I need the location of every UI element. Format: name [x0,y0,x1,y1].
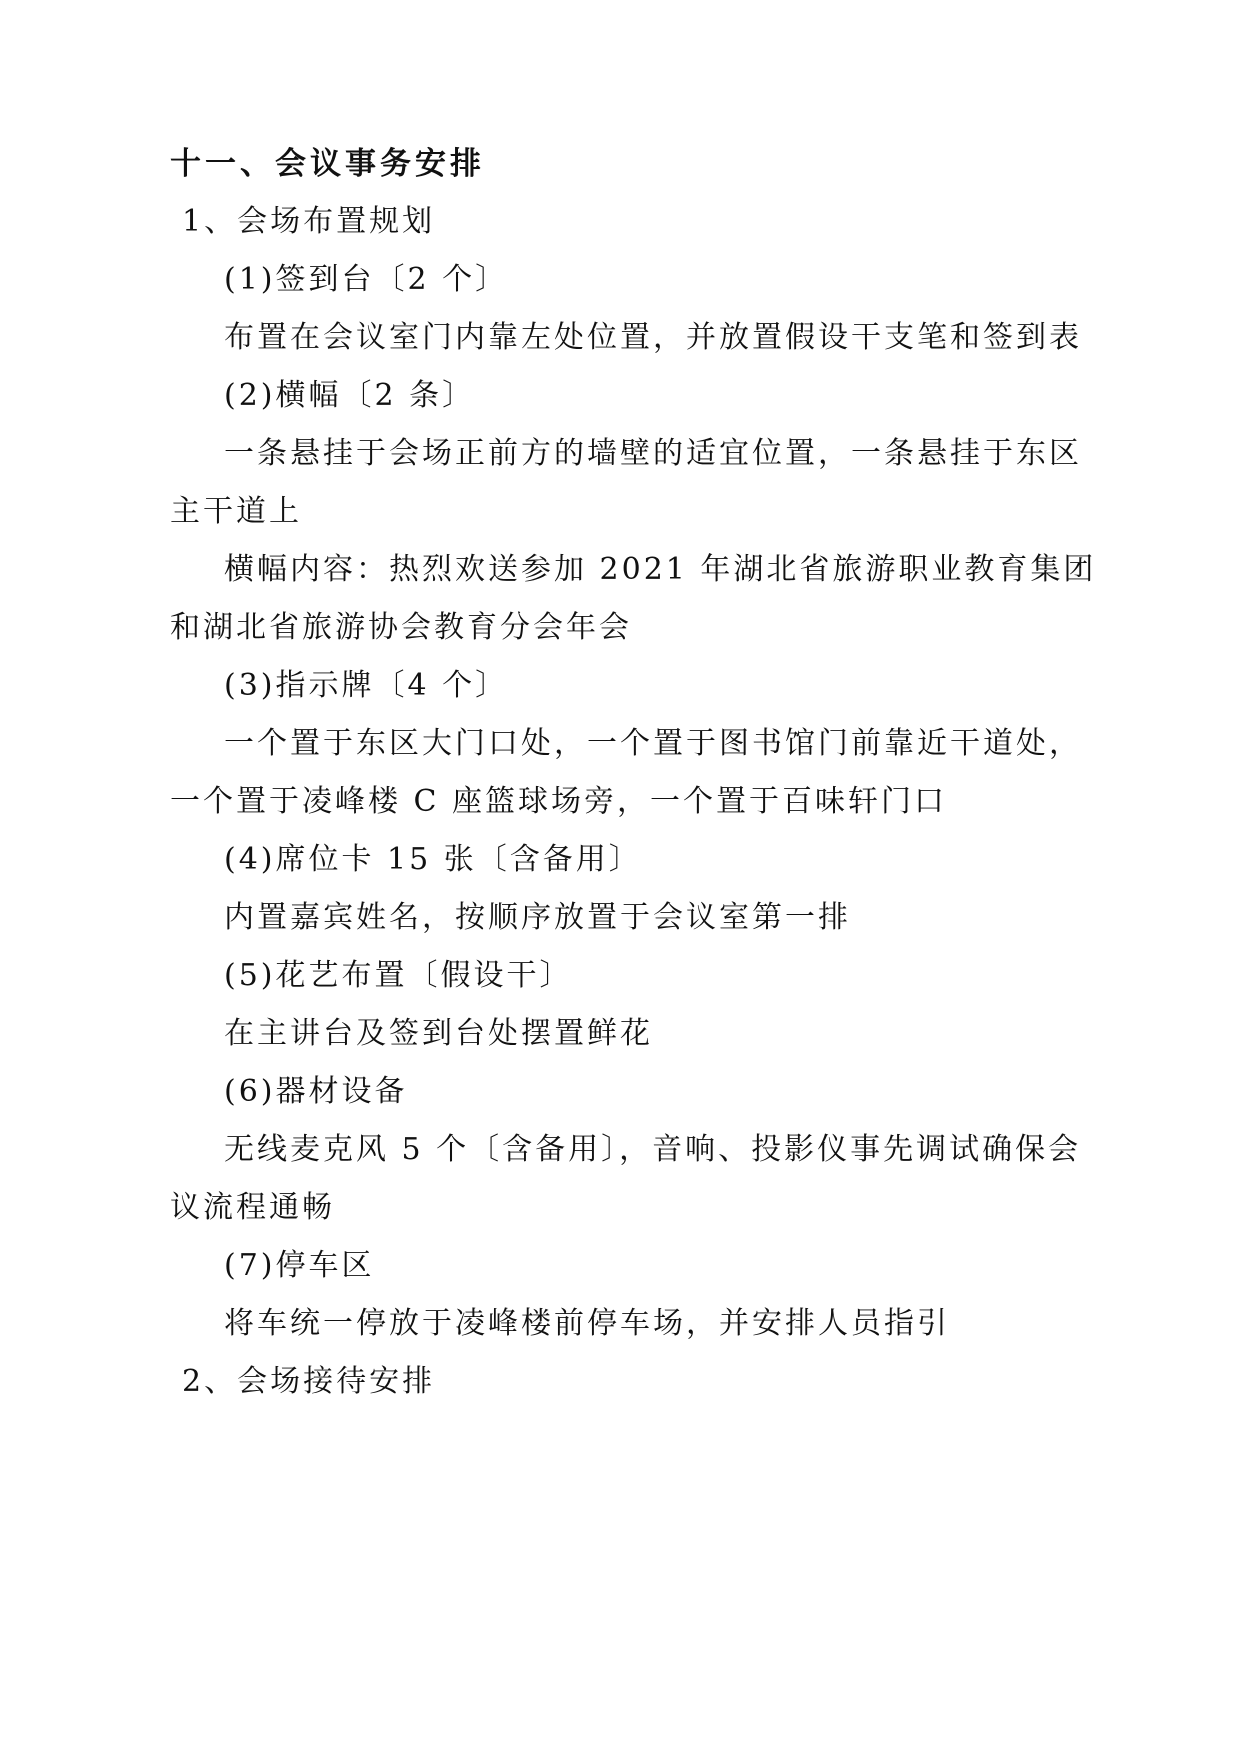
item-title: (2)横幅〔2 条〕 [224,378,476,413]
paragraph-text: 将车统一停放于凌峰楼前停车场，并安排人员指引 [224,1306,950,1341]
subsection-title: 1、会场布置规划 [182,204,436,239]
item-title: (5)花艺布置〔假设干〕 [224,958,573,993]
section-heading: 十一、会议事务安排 [170,146,485,182]
item-title: (6)器材设备 [224,1074,408,1109]
paragraph-text: 无线麦克风 5 个〔含备用〕，音响、投影仪事先调试确保会 [224,1132,1082,1167]
paragraph-text: 议流程通畅 [170,1190,335,1225]
paragraph-text: 横幅内容：热烈欢送参加 2021 年湖北省旅游职业教育集团 [224,552,1097,587]
paragraph-text: 和湖北省旅游协会教育分会年会 [170,610,632,645]
item-title: (4)席位卡 15 张〔含备用〕 [224,842,642,877]
paragraph-text: 一条悬挂于会场正前方的墙壁的适宜位置，一条悬挂于东区 [224,436,1082,471]
item-title: (3)指示牌〔4 个〕 [224,668,509,703]
item-title: (7)停车区 [224,1248,375,1283]
subsection-title: 2、会场接待安排 [182,1364,436,1399]
paragraph-text: 主干道上 [170,494,302,529]
paragraph-text: 一个置于东区大门口处，一个置于图书馆门前靠近干道处， [224,726,1082,761]
paragraph-text: 一个置于凌峰楼 C 座篮球场旁，一个置于百味轩门口 [170,784,948,819]
paragraph-text: 布置在会议室门内靠左处位置，并放置假设干支笔和签到表 [224,320,1082,355]
item-title: (1)签到台〔2 个〕 [224,262,509,297]
paragraph-text: 在主讲台及签到台处摆置鲜花 [224,1016,653,1051]
paragraph-text: 内置嘉宾姓名，按顺序放置于会议室第一排 [224,900,851,935]
